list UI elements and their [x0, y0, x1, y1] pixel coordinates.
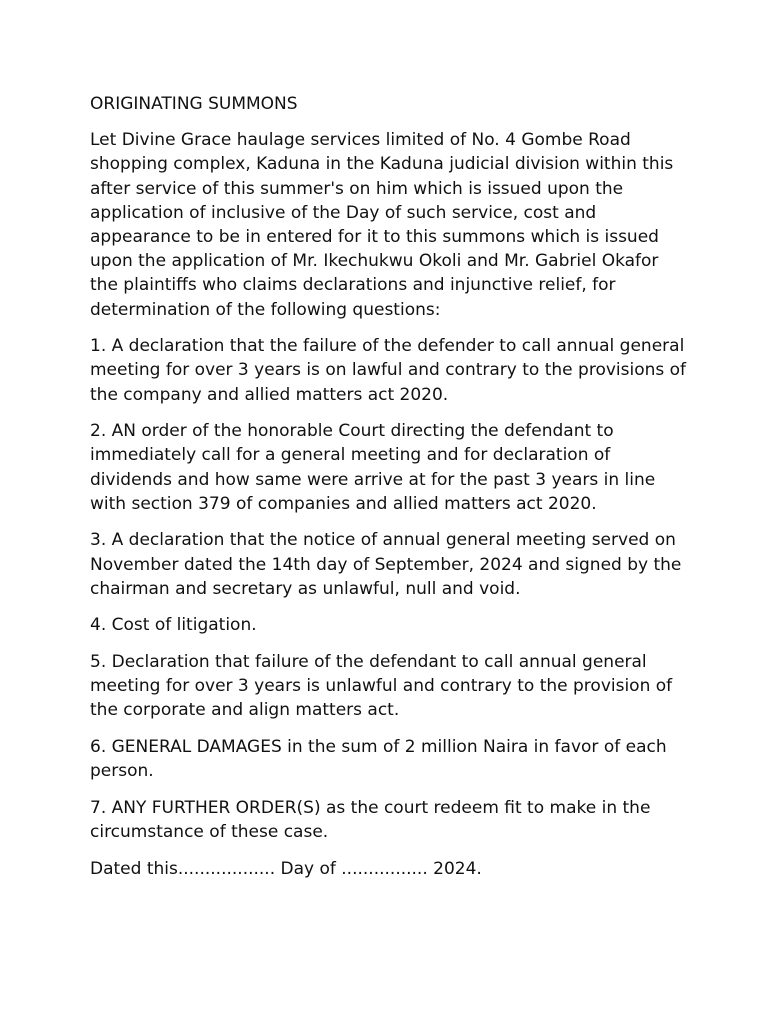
- dated-line: Dated this.................. Day of ................ 2024.: [90, 858, 482, 879]
- claim-item-7: 7. ANY FURTHER ORDER(S) as the court redeem fit to make in the circumstance of these case.: [90, 797, 651, 843]
- document-title: ORIGINATING SUMMONS: [90, 94, 298, 114]
- claim-item-3: 3. A declaration that the notice of annual general meeting served on November dated the 14th day of September, 2024 and signed by the chairman and secretary as unlawful, null and void.: [90, 530, 682, 599]
- intro-paragraph: Let Divine Grace haulage services limited of No. 4 Gombe Road shopping complex, Kaduna in the Kaduna judicial division within this after service of this summer's on him which is issued upon the application of inclusive of the Day of such service, cost and appearance to be in entered for it to this summons which is issued upon the application of Mr. Ikechukwu Okoli and Mr. Gabriel Okafor the plaintiffs who claims declarations and injunctive relief, for determination of the following questions:: [90, 130, 674, 320]
- claim-item-2: 2. AN order of the honorable Court directing the defendant to immediately call for a general meeting and for declaration of dividends and how same were arrive at for the past 3 years in line with section 379 of companies and allied matters act 2020.: [90, 421, 656, 514]
- claim-item-1: 1. A declaration that the failure of the defender to call annual general meeting for over 3 years is on lawful and contrary to the provisions of the company and allied matters act 2020.: [90, 336, 687, 405]
- claim-item-6: 6. GENERAL DAMAGES in the sum of 2 million Naira in favor of each person.: [90, 737, 667, 782]
- claim-item-4: 4. Cost of litigation.: [90, 615, 257, 636]
- claim-item-5: 5. Declaration that failure of the defendant to call annual general meeting for over 3 years is unlawful and contrary to the provision of the corporate and align matters act.: [90, 652, 673, 721]
- document-page: [90, 92, 690, 881]
